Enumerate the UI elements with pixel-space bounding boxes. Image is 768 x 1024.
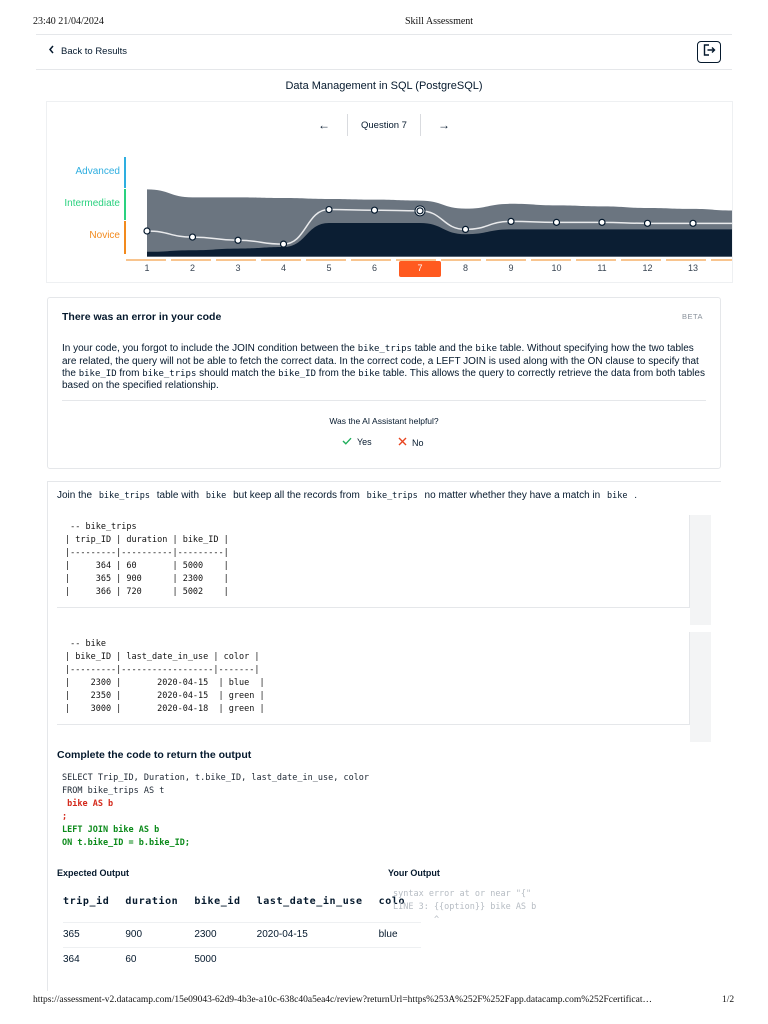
inline-code: bike — [607, 491, 628, 501]
explanation-text: should match the — [196, 367, 279, 379]
level-label-intermediate: Intermediate — [64, 198, 120, 209]
column-header: colo — [378, 896, 406, 908]
top-bar — [36, 34, 732, 70]
x-tick-label: 6 — [371, 263, 378, 273]
x-tick-label: 13 — [687, 263, 699, 273]
score-point-q10 — [554, 219, 560, 225]
x-tick-label: 4 — [280, 263, 287, 273]
scroll-gutter — [690, 515, 711, 625]
column-header: last_date_in_use — [256, 896, 363, 908]
inline-code: bike_ID — [78, 368, 117, 379]
print-datetime: 23:40 21/04/2024 — [33, 16, 104, 27]
x-tick-label: 11 — [597, 263, 607, 273]
question-prompt — [57, 490, 637, 501]
score-point-q6 — [372, 207, 378, 213]
table-cell: 2300 — [194, 922, 256, 947]
prompt-text: Join the — [57, 490, 95, 501]
score-point-q8 — [463, 226, 469, 232]
score-point-q9 — [508, 218, 514, 224]
prompt-text: but keep all the records from — [230, 490, 363, 501]
x-tick-label: 9 — [508, 263, 514, 273]
exit-icon — [703, 43, 716, 61]
prompt-text: . — [631, 490, 638, 501]
table-cell — [257, 947, 379, 972]
explanation-text: In your code, you forgot to include the JOIN condition between the — [62, 343, 358, 354]
x-tick-label: 8 — [462, 263, 469, 273]
no-button[interactable] — [398, 437, 424, 448]
inline-code: bike_trips — [357, 344, 412, 354]
x-tick-label: 5 — [326, 263, 332, 273]
no-label: No — [412, 437, 424, 448]
solution-code — [62, 772, 369, 849]
explanation-text: table and the — [411, 343, 476, 354]
x-tick-label: 10 — [551, 263, 562, 273]
chevron-left-icon — [48, 45, 55, 57]
expected-output-table — [63, 882, 421, 972]
your-output-error: syntax error at or near "{" LINE 3: {{option}} bike AS b ^ — [393, 889, 537, 925]
code-line-correct: ON t.bike_ID = b.bike_ID; — [62, 837, 190, 848]
score-point-q4 — [281, 241, 287, 247]
x-tick-label: 3 — [235, 263, 241, 273]
inline-code: bike_trips — [366, 491, 418, 501]
explanation-text: from the — [316, 367, 359, 379]
question-label: Question 7 — [361, 119, 407, 131]
code-line-wrong: ; — [62, 811, 68, 822]
beta-badge: BETA — [682, 312, 704, 321]
x-tick-label: 12 — [642, 263, 653, 273]
score-point-q11 — [599, 219, 605, 225]
column-header: bike_id — [194, 896, 241, 908]
error-title: There was an error in your code — [62, 311, 222, 323]
x-tick-label: 7 — [417, 263, 423, 273]
table-cell: 365 — [63, 922, 125, 947]
table-cell: 900 — [125, 922, 194, 947]
x-tick-label: 2 — [189, 263, 196, 273]
column-header: duration — [125, 896, 179, 908]
arrow-left-icon: ← — [318, 118, 330, 132]
inline-code: bike_trips — [142, 368, 197, 379]
previous-question-button[interactable] — [314, 118, 334, 132]
score-point-q3 — [235, 237, 241, 243]
inline-code: bike_trips — [98, 491, 150, 501]
yes-label: Yes — [357, 437, 372, 447]
assessment-title: Data Management in SQL (PostgreSQL) — [285, 80, 483, 92]
table-row — [63, 922, 421, 947]
score-point-q12 — [645, 220, 651, 226]
helpful-question: Was the AI Assistant helpful? — [329, 416, 439, 426]
inline-code: bike — [358, 368, 380, 379]
divider — [420, 114, 421, 136]
score-point-q5 — [326, 207, 332, 213]
yes-button[interactable] — [342, 437, 372, 447]
divider — [62, 400, 706, 401]
arrow-right-icon: → — [437, 118, 450, 132]
expected-output-table-wrap — [63, 882, 406, 972]
question-navigator — [314, 114, 454, 136]
score-point-q1 — [144, 228, 150, 234]
table-cell: 5000 — [194, 947, 256, 972]
level-label-novice: Novice — [89, 230, 120, 241]
divider — [347, 114, 348, 136]
explanation-text: table. This allows the query to correctly retrieve the data from both tables based on the specified relationship. — [62, 367, 705, 392]
exit-button[interactable] — [697, 41, 721, 63]
code-line-normal: FROM bike_trips AS t — [62, 785, 165, 796]
x-tick-label: 1 — [144, 263, 150, 273]
error-explanation — [62, 343, 707, 392]
your-output-label: Your Output — [388, 868, 440, 878]
explanation-text: table. Without specifying how the two tables are related, the query will not be able to fetch the correct data. In the correct code, a LEFT JOIN is used along with the ON clause to specify that the — [62, 343, 699, 379]
inline-code: bike — [475, 344, 498, 354]
expected-output-label: Expected Output — [57, 868, 130, 878]
table-cell: 60 — [125, 947, 194, 972]
code-line-normal: SELECT Trip_ID, Duration, t.bike_ID, last_date_in_use, color — [62, 773, 370, 783]
check-icon — [342, 437, 352, 447]
explanation-text: from — [116, 367, 143, 379]
close-icon — [398, 437, 407, 448]
inline-code: bike_ID — [278, 368, 317, 379]
prompt-text: table with — [154, 490, 202, 501]
bike-trips-table-text: -- bike_trips | trip_ID | duration | bike_ID | |---------|----------|---------| | 364 | 60 | 5000 | | 365 | 900 | 2300 | | 366 | 720 | 5002 | — [65, 522, 229, 597]
back-to-results-label: Back to Results — [61, 45, 127, 57]
table-cell: 2020-04-15 — [257, 922, 379, 947]
code-line-wrong: bike AS b — [62, 798, 114, 809]
back-to-results-button[interactable] — [48, 45, 127, 57]
print-page-number: 1/2 — [722, 995, 735, 1005]
table-cell — [379, 947, 421, 972]
table-header-row — [63, 882, 421, 922]
print-url: https://assessment-v2.datacamp.com/15e09043-62d9-4b3e-a10c-638c40a5ea4c/review?returnUrl=https%253A%252F%252Fapp.datacamp.com%252Fcertificat… — [33, 995, 652, 1005]
level-label-advanced: Advanced — [75, 166, 120, 177]
scroll-gutter — [690, 632, 711, 742]
bike-table-text: -- bike | bike_ID | last_date_in_use | color | |---------|------------------|-------| | 2300 | 2020-04-15 | blue | | 2350 | 2020-04-15 | green | | 3000 | 2020-04-18 | green | — [65, 639, 265, 714]
score-point-q13 — [690, 220, 696, 226]
code-line-correct: LEFT JOIN bike AS b — [62, 824, 160, 835]
table-cell: blue — [379, 922, 421, 947]
bike-trips-table-block — [57, 515, 690, 608]
inline-code: bike — [205, 491, 227, 501]
prompt-text: no matter whether they have a match in — [421, 490, 603, 501]
score-point-q2 — [190, 234, 196, 240]
table-cell: 364 — [63, 947, 125, 972]
column-header: trip_id — [63, 896, 110, 908]
table-row — [63, 947, 421, 972]
print-title: Skill Assessment — [405, 16, 474, 27]
skill-level-chart — [126, 150, 732, 280]
bike-table-block — [57, 632, 690, 725]
next-question-button[interactable] — [434, 118, 454, 132]
complete-code-title: Complete the code to return the output — [57, 749, 252, 761]
score-point-q7 — [417, 208, 423, 214]
